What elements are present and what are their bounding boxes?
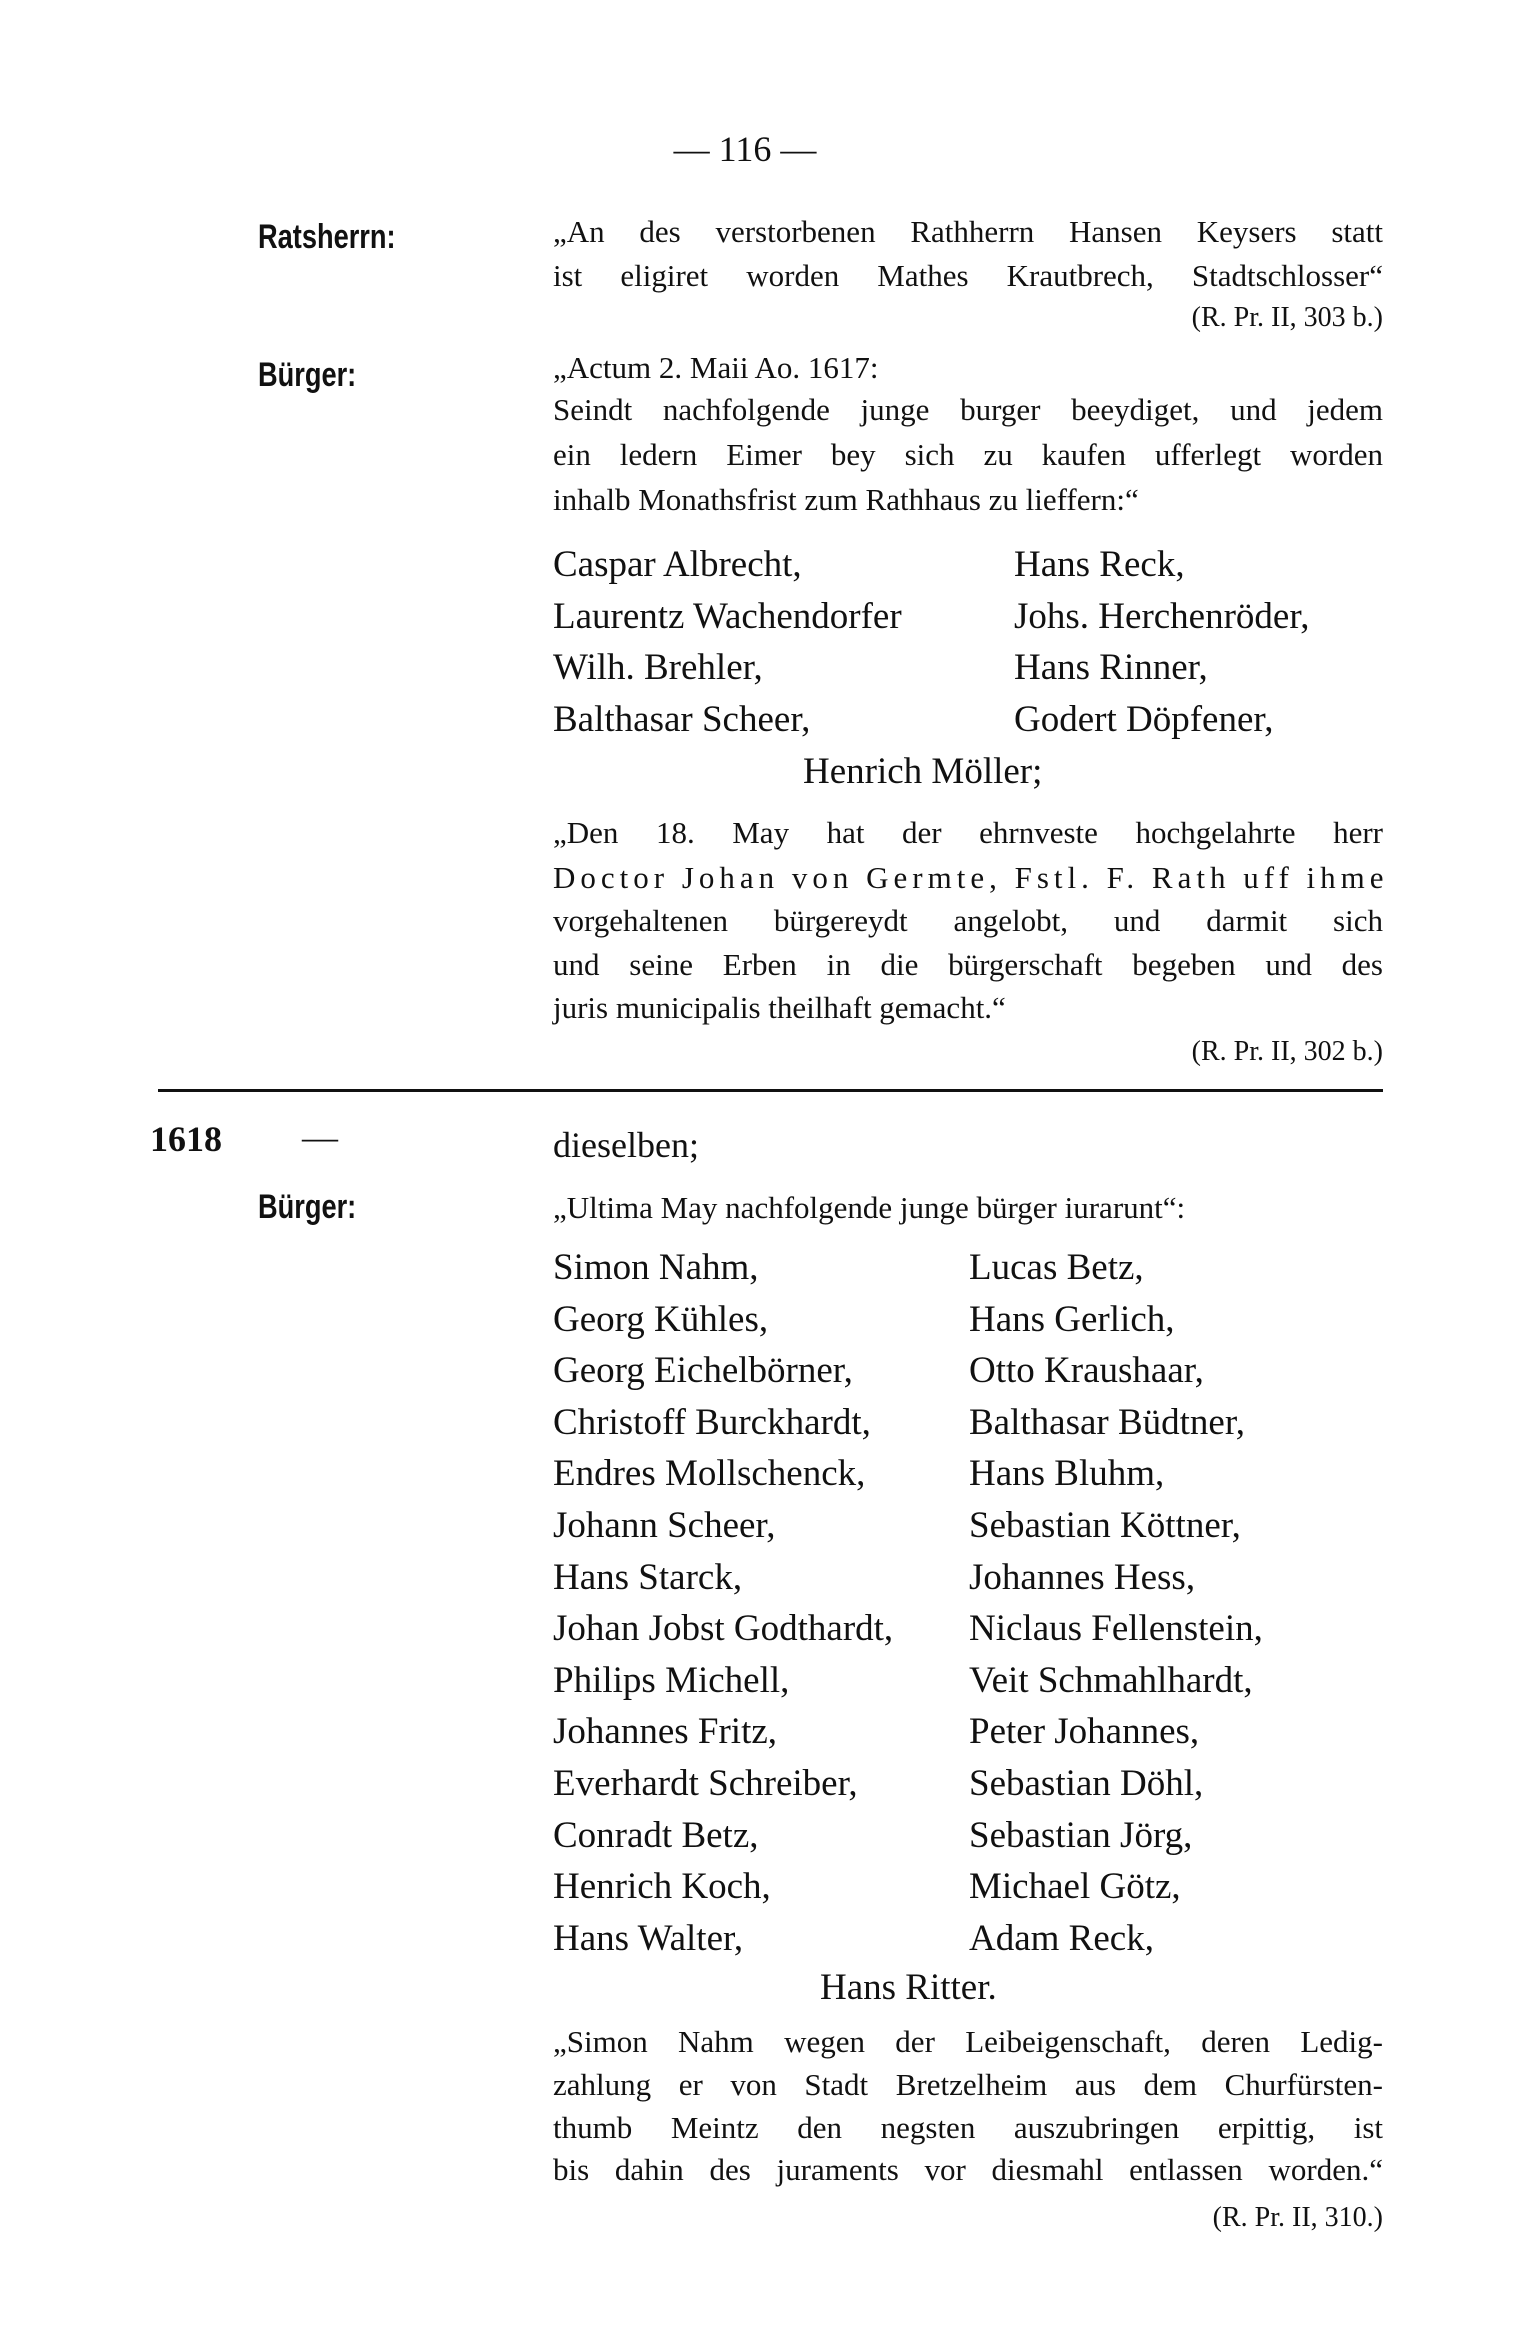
name-entry: Hans Bluhm, [969,1453,1165,1495]
name-entry: Conradt Betz, [553,1814,759,1856]
name-entry: Johs. Herchenröder, [1014,595,1310,637]
simon-line: thumb Meintz den negsten auszubringen erpittig, ist [553,2110,1383,2145]
page-number: — 116 — [673,129,817,169]
name-entry: Everhardt Schreiber, [553,1763,858,1804]
ratsherrn-line: ist eligiret worden Mathes Krautbrech, Stadtschlosser“ [553,258,1383,293]
actum-line: „Actum 2. Maii Ao. 1617: [553,350,879,385]
name-entry: Georg Eichelbörner, [553,1350,853,1392]
name-entry: Lucas Betz, [969,1247,1144,1288]
actum-line: ein ledern Eimer bey sich zu kaufen ufferlegt worden [553,437,1383,472]
name-entry: Sebastian Köttner, [969,1505,1241,1546]
name-entry: Adam Reck, [969,1917,1154,1959]
name-entry: Johannes Fritz, [553,1711,778,1753]
name-entry: Sebastian Jörg, [969,1814,1193,1856]
label-buerger: Bürger: [258,356,357,394]
name-center: Henrich Möller; [803,751,1043,792]
name-center: Hans Ritter. [820,1967,997,2008]
name-entry: Wilh. Brehler, [553,647,763,689]
name-entry: Caspar Albrecht, [553,544,802,585]
name-entry: Hans Reck, [1014,544,1185,585]
den-line: Doctor Johan von Germte, Fstl. F. Rath uff ihme [553,860,1389,895]
name-entry: Hans Starck, [553,1556,743,1598]
name-entry: Johannes Hess, [969,1556,1196,1598]
simon-line: bis dahin des juraments vor diesmahl entlassen worden.“ [553,2152,1383,2187]
den-line: „Den 18. May hat der ehrnveste hochgelahrte herr [553,815,1383,850]
name-entry: Hans Walter, [553,1917,744,1959]
ultima-line: „Ultima May nachfolgende junge bürger iurarunt“: [553,1190,1186,1225]
name-entry: Johann Scheer, [553,1505,776,1546]
citation: (R. Pr. II, 302 b.) [1191,1036,1383,1067]
year: 1618 [150,1119,222,1159]
name-entry: Laurentz Wachendorfer [553,595,902,637]
simon-line: zahlung er von Stadt Bretzelheim aus dem Churfürsten- [553,2067,1383,2102]
name-entry: Endres Mollschenck, [553,1453,866,1495]
name-entry: Hans Gerlich, [969,1298,1175,1340]
dash: — [302,1117,338,1157]
dieselben: dieselben; [553,1125,699,1165]
name-entry: Veit Schmahlhardt, [969,1659,1253,1701]
name-entry: Hans Rinner, [1014,647,1208,689]
name-entry: Balthasar Büdtner, [969,1401,1245,1443]
name-entry: Sebastian Döhl, [969,1763,1204,1804]
den-line: vorgehaltenen bürgereydt angelobt, und darmit sich [553,903,1383,938]
citation: (R. Pr. II, 303 b.) [1191,302,1383,333]
citation: (R. Pr. II, 310.) [1212,2202,1383,2233]
ratsherrn-line: „An des verstorbenen Rathherrn Hansen Keysers statt [553,214,1383,249]
label-ratsherrn: Ratsherrn: [258,218,396,256]
name-entry: Simon Nahm, [553,1247,759,1288]
name-entry: Henrich Koch, [553,1866,771,1908]
name-entry: Godert Döpfener, [1014,699,1274,741]
simon-line: „Simon Nahm wegen der Leibeigenschaft, deren Ledig- [553,2024,1383,2059]
actum-line: inhalb Monathsfrist zum Rathhaus zu lieffern:“ [553,482,1139,517]
name-entry: Georg Kühles, [553,1298,769,1340]
name-entry: Philips Michell, [553,1659,790,1701]
den-line: und seine Erben in die bürgerschaft begeben und des [553,947,1383,982]
name-entry: Michael Götz, [969,1866,1181,1908]
name-entry: Johan Jobst Godthardt, [553,1608,894,1650]
den-line: juris municipalis theilhaft gemacht.“ [553,990,1006,1025]
label-buerger: Bürger: [258,1188,357,1226]
section-divider [158,1089,1383,1092]
name-entry: Christoff Burckhardt, [553,1401,871,1443]
name-entry: Balthasar Scheer, [553,699,811,741]
actum-line: Seindt nachfolgende junge burger beeydiget, und jedem [553,392,1383,427]
name-entry: Peter Johannes, [969,1711,1200,1753]
name-entry: Otto Kraushaar, [969,1350,1204,1392]
name-entry: Niclaus Fellenstein, [969,1608,1263,1650]
